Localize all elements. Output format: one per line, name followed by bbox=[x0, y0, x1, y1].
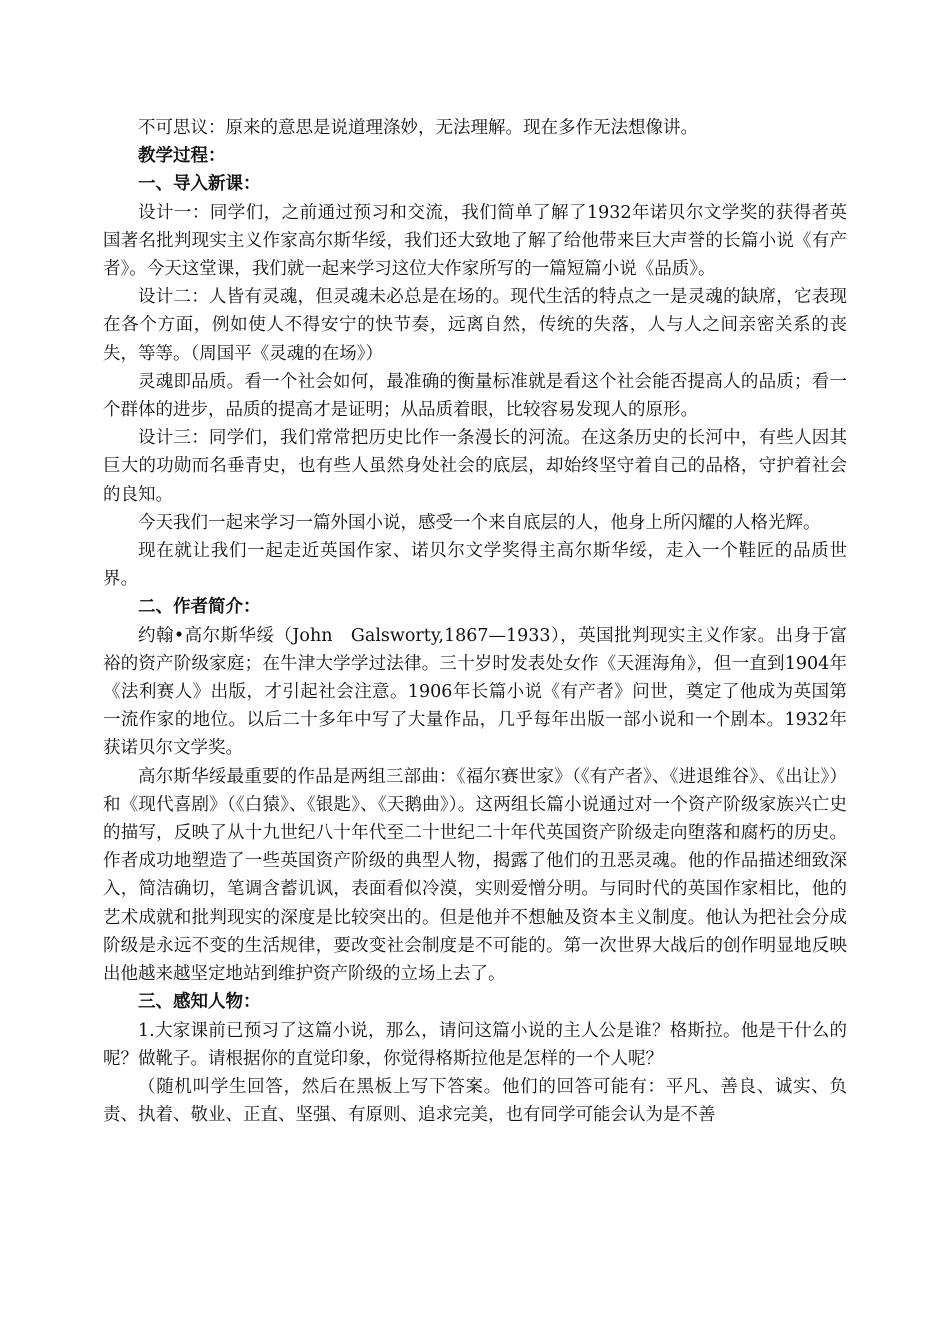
paragraph-soul-quality: 灵魂即品质。看一个社会如何，最准确的衡量标准就是看这个社会能否提高人的品质；看一个群体的进步，品质的提高才是证明；从品质着眼，比较容易发现人的原形。 bbox=[103, 371, 847, 421]
paragraph-author-bio: 约翰•高尔斯华绥（John Galsworty,1867—1933），英国批判现实主义作家。出身于富裕的资产阶级家庭；在牛津大学学过法律。三十岁时发表处女作《天涯海角》，但一直到1904年《法利赛人》出版，才引起社会注意。1906年长篇小说《有产者》问世，奠定了他成为英国第一流作家的地位。以后二十多年中写了大量作品，几乎每年出版一部小说和一个剧本。1932年获诺贝尔文学奖。 bbox=[103, 625, 847, 759]
paragraph-approach-author: 现在就让我们一起走近英国作家、诺贝尔文学奖得主高尔斯华绥，走入一个鞋匠的品质世界。 bbox=[103, 541, 847, 590]
paragraph-question-one: 1.大家课前已预习了这篇小说，那么，请问这篇小说的主人公是谁？格斯拉。他是干什么的呢？做靴子。请根据你的直觉印象，你觉得格斯拉他是怎样的一个人呢？ bbox=[103, 1020, 847, 1069]
paragraph-student-answers: （随机叫学生回答，然后在黑板上写下答案。他们的回答可能有：平凡、善良、诚实、负责、执着、敬业、正直、坚强、有原则、追求完美，也有同学可能会认为是不善 bbox=[103, 1076, 847, 1126]
paragraph-design-two: 设计二：人皆有灵魂，但灵魂未必总是在场的。现代生活的特点之一是灵魂的缺席，它表现在各个方面，例如使人不得安宁的快节奏，远离自然，传统的失落，人与人之间亲密关系的丧失，等等。（周国平《灵魂的在场》） bbox=[103, 287, 847, 364]
paragraph-design-three: 设计三：同学们，我们常常把历史比作一条漫长的河流。在这条历史的长河中，有些人因其巨大的功勋而名垂青史，也有些人虽然身处社会的底层，却始终坚守着自己的品格，守护着社会的良知。 bbox=[103, 428, 847, 505]
section-heading-introduction: 一、导入新课： bbox=[138, 174, 261, 195]
section-heading-perceive-character: 三、感知人物： bbox=[138, 992, 261, 1013]
document-page bbox=[103, 114, 847, 1129]
paragraph-today-lesson: 今天我们一起来学习一篇外国小说，感受一个来自底层的人，他身上所闪耀的人格光辉。 bbox=[138, 512, 821, 533]
paragraph-design-one: 设计一：同学们，之前通过预习和交流，我们简单了解了1932年诺贝尔文学奖的获得者英国著名批判现实主义作家高尔斯华绥，我们还大致地了解了给他带来巨大声誉的长篇小说《有产者》。今天这堂课，我们就一起来学习这位大作家所写的一篇短篇小说《品质》。 bbox=[103, 202, 847, 280]
paragraph-author-works: 高尔斯华绥最重要的作品是两组三部曲：《福尔赛世家》（《有产者》、《进退维谷》、《出让》）和《现代喜剧》（《白猿》、《银匙》、《天鹅曲》）。这两组长篇小说通过对一个资产阶级家族兴亡史的描写，反映了从十九世纪八十年代至二十世纪二十年代英国资产阶级走向堕落和腐朽的历史。作者成功地塑造了一些英国资产阶级的典型人物，揭露了他们的丑恶灵魂。他的作品描述细致深入，简洁确切，笔调含蓄讥讽，表面看似冷漠，实则爱憎分明。与同时代的英国作家相比，他的艺术成就和批判现实的深度是比较突出的。但是他并不想触及资本主义制度。他认为把社会分成阶级是永远不变的生活规律，要改变社会制度是不可能的。第一次世界大战后的创作明显地反映出他越来越坚定地站到维护资产阶级的立场上去了。 bbox=[103, 766, 847, 985]
term-definition-paragraph: 不可思议：原来的意思是说道理涤妙，无法理解。现在多作无法想像讲。 bbox=[138, 118, 698, 138]
section-heading-teaching-process: 教学过程： bbox=[138, 146, 226, 167]
section-heading-author-intro: 二、作者简介： bbox=[138, 597, 261, 618]
